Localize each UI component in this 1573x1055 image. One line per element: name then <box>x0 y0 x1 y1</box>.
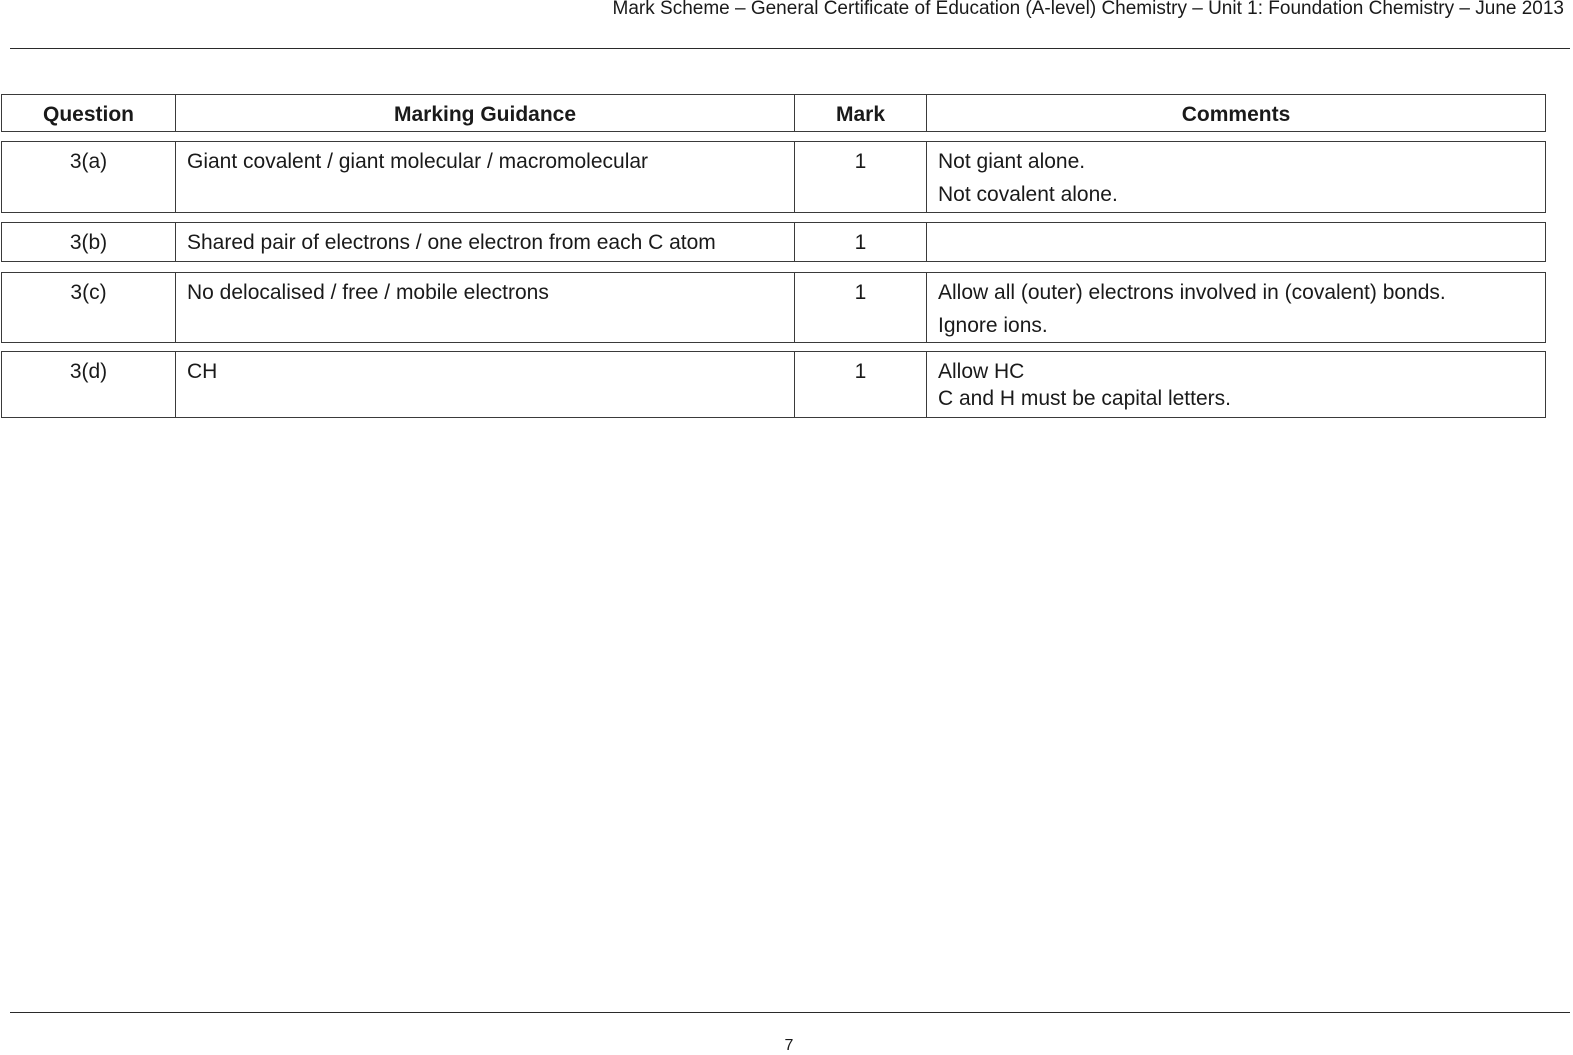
comments <box>926 223 1545 261</box>
mark-value: 1 <box>794 142 926 212</box>
table-row <box>1 141 1546 213</box>
marking-guidance: Giant covalent / giant molecular / macromolecular <box>175 142 794 212</box>
table-row <box>1 272 1546 343</box>
question-number: 3(d) <box>69 360 108 383</box>
marking-guidance: CH <box>175 352 794 417</box>
table-row <box>1 222 1546 262</box>
column-header-marking-guidance: Marking Guidance <box>175 95 794 131</box>
page-number: 7 <box>784 1037 794 1054</box>
mark-value: 1 <box>794 352 926 417</box>
marking-guidance: No delocalised / free / mobile electrons <box>175 273 794 342</box>
question-number: 3(c) <box>70 281 107 304</box>
comment-line: Allow all (outer) electrons involved in (covalent) bonds. <box>938 281 1446 304</box>
comment-line: Allow HC <box>938 360 1025 383</box>
mark-value: 1 <box>794 223 926 261</box>
comment-line: Ignore ions. <box>938 314 1048 337</box>
column-header-comments: Comments <box>926 95 1545 131</box>
mark-value: 1 <box>794 273 926 342</box>
column-header-question: Question <box>42 102 134 126</box>
comments <box>926 273 1545 342</box>
question-number: 3(b) <box>69 231 108 254</box>
comment-line: Not covalent alone. <box>938 183 1118 206</box>
comment-line: C and H must be capital letters. <box>938 387 1231 410</box>
table-row <box>1 351 1546 418</box>
marking-guidance: Shared pair of electrons / one electron from each C atom <box>175 223 794 261</box>
comments <box>926 142 1545 212</box>
comments <box>926 352 1545 417</box>
column-header-mark: Mark <box>794 95 926 131</box>
question-number: 3(a) <box>69 150 108 173</box>
comment-line: Not giant alone. <box>938 150 1086 173</box>
header-divider <box>10 48 1570 49</box>
page-header-title: Mark Scheme – General Certificate of Education (A-level) Chemistry – Unit 1: Foundation Chemistry – June 2013 <box>612 0 1564 19</box>
footer-divider <box>10 1012 1570 1013</box>
table-header-row <box>1 94 1546 132</box>
